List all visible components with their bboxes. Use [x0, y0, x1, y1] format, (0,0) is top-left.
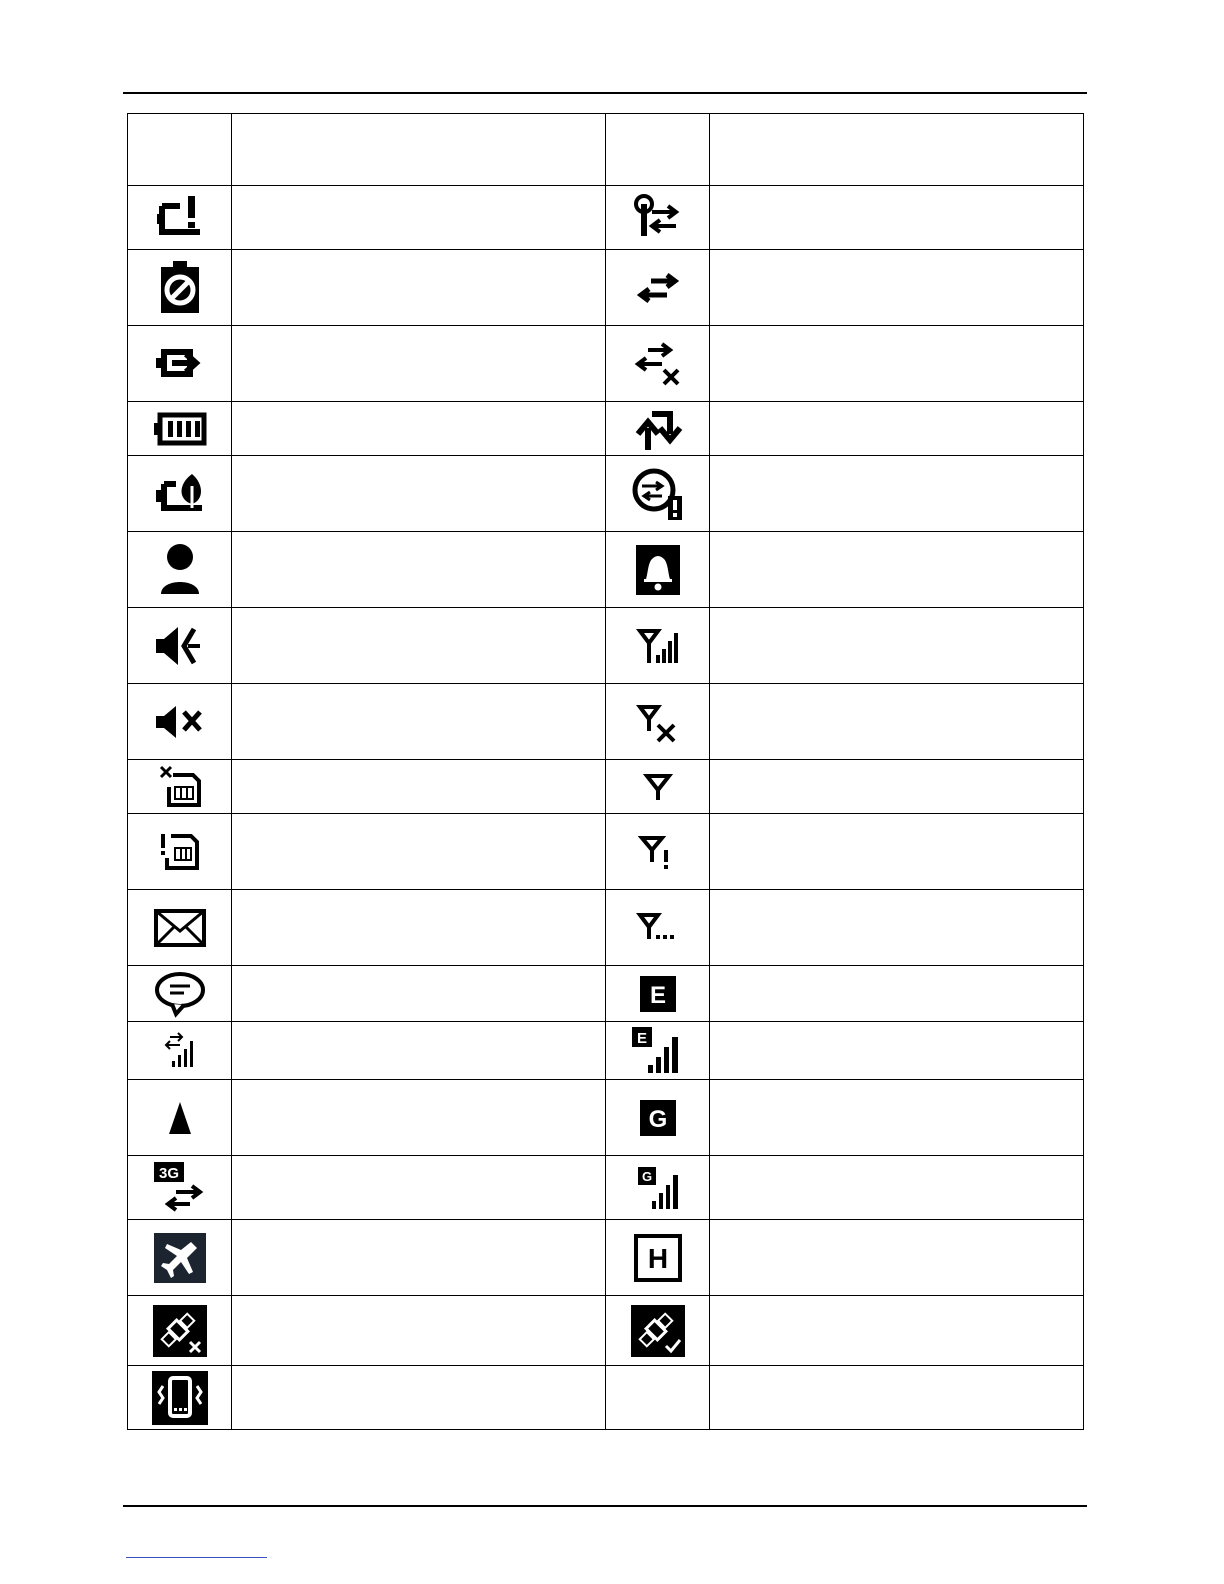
gps-on-icon [606, 1296, 710, 1366]
row-description [232, 1080, 606, 1156]
row-description [710, 326, 1084, 402]
row-description [232, 1296, 606, 1366]
table-row [128, 1156, 1084, 1220]
edge-signal-icon [606, 1022, 710, 1080]
row-description [710, 402, 1084, 456]
gprs-connecting-icon [606, 186, 710, 250]
footer-rule [123, 1505, 1087, 1507]
hsdpa-icon [606, 1220, 710, 1296]
notification-bell-icon [606, 532, 710, 608]
hsdpa-letter: H [647, 1242, 668, 1274]
edge-letter: E [649, 981, 666, 1009]
row-description [232, 684, 606, 760]
table-row [128, 760, 1084, 814]
envelope-icon [128, 890, 232, 966]
row-description [232, 760, 606, 814]
row-description [710, 814, 1084, 890]
row-description [232, 1022, 606, 1080]
data-disconnected-icon [606, 326, 710, 402]
table-row [128, 1296, 1084, 1366]
row-description [710, 1080, 1084, 1156]
row-description [710, 1156, 1084, 1220]
gprs-icon [606, 1080, 710, 1156]
table-row [128, 1220, 1084, 1296]
battery-disabled-icon [128, 250, 232, 326]
header-desc-col-left [232, 114, 606, 186]
table-row [128, 814, 1084, 890]
row-description [232, 608, 606, 684]
row-description [710, 186, 1084, 250]
gprs-signal-icon [606, 1156, 710, 1220]
3g-data-icon [128, 1156, 232, 1220]
row-description [232, 1366, 606, 1430]
row-description [232, 250, 606, 326]
antenna-searching-icon [606, 890, 710, 966]
vibrate-icon [128, 1366, 232, 1430]
row-description [232, 1156, 606, 1220]
row-description [710, 250, 1084, 326]
table-row [128, 326, 1084, 402]
gprs-signal-letter: G [641, 1168, 652, 1184]
battery-error-icon [128, 186, 232, 250]
row-description [232, 1220, 606, 1296]
row-description [710, 966, 1084, 1022]
row-description [710, 456, 1084, 532]
table-row [128, 186, 1084, 250]
airplane-mode-icon [128, 1220, 232, 1296]
sync-icon [606, 402, 710, 456]
table-row [128, 890, 1084, 966]
no-sim-icon [128, 760, 232, 814]
speaker-on-icon [128, 608, 232, 684]
table-row [128, 250, 1084, 326]
header-icon-col-left [128, 114, 232, 186]
table-row [128, 966, 1084, 1022]
antenna-alert-icon [606, 814, 710, 890]
table-row [128, 1080, 1084, 1156]
row-description [232, 186, 606, 250]
3g-label: 3G [158, 1164, 179, 1182]
status-icon-table [127, 113, 1084, 1430]
row-description [710, 1366, 1084, 1430]
row-description [232, 532, 606, 608]
chat-bubble-icon [128, 966, 232, 1022]
signal-data-icon [128, 1022, 232, 1080]
row-description [232, 814, 606, 890]
gprs-letter: G [648, 1105, 667, 1133]
table-header-row [128, 114, 1084, 186]
row-description [232, 326, 606, 402]
table-row [128, 456, 1084, 532]
row-description [710, 1296, 1084, 1366]
row-description [710, 1022, 1084, 1080]
row-description [710, 1220, 1084, 1296]
header-icon-col-right [606, 114, 710, 186]
table-row [128, 684, 1084, 760]
battery-full-icon [128, 402, 232, 456]
edge-signal-letter: E [636, 1029, 647, 1047]
roaming-icon [606, 456, 710, 532]
speaker-muted-icon [128, 684, 232, 760]
footer-link-underline[interactable] [126, 1557, 267, 1558]
row-description [710, 684, 1084, 760]
data-connected-icon [606, 250, 710, 326]
antenna-icon [606, 760, 710, 814]
edge-icon [606, 966, 710, 1022]
row-description [710, 760, 1084, 814]
table-row [128, 608, 1084, 684]
battery-eco-icon [128, 456, 232, 532]
gps-off-icon [128, 1296, 232, 1366]
row-description [710, 608, 1084, 684]
battery-charging-icon [128, 326, 232, 402]
table-row [128, 1022, 1084, 1080]
empty-icon-cell [606, 1366, 710, 1430]
person-icon [128, 532, 232, 608]
sim-error-icon [128, 814, 232, 890]
header-desc-col-right [710, 114, 1084, 186]
no-signal-icon [606, 684, 710, 760]
row-description [232, 456, 606, 532]
row-description [232, 966, 606, 1022]
triangle-icon [128, 1080, 232, 1156]
header-rule [123, 92, 1087, 94]
row-description [710, 532, 1084, 608]
table-row [128, 1366, 1084, 1430]
row-description [232, 890, 606, 966]
row-description [710, 890, 1084, 966]
row-description [232, 402, 606, 456]
table-row [128, 402, 1084, 456]
table-row [128, 532, 1084, 608]
signal-strength-icon [606, 608, 710, 684]
